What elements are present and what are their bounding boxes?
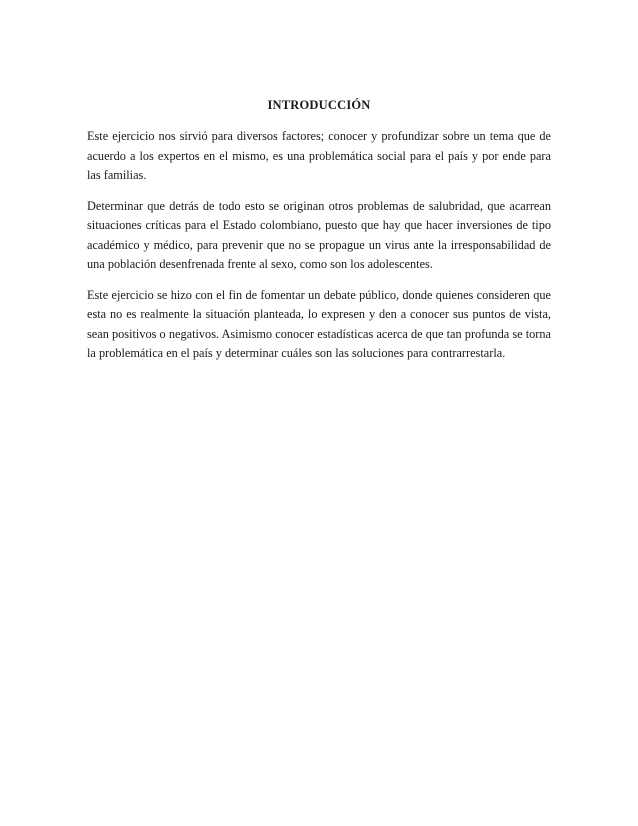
document-page	[87, 98, 551, 375]
document-title: INTRODUCCIÓN	[267, 98, 371, 112]
paragraph-3: Este ejercicio se hizo con el fin de fomentar un debate público, donde quienes consideren que esta no es realmente la situación planteada, lo expresen y den a conocer sus puntos de vista, sean positivos o negativos. Asimismo conocer estadísticas acerca de que tan profunda se torna la problemática en el país y determinar cuáles son las soluciones para contrarrestarla.	[87, 287, 551, 360]
paragraph-1: Este ejercicio nos sirvió para diversos factores; conocer y profundizar sobre un tema que de acuerdo a los expertos en el mismo, es una problemática social para el país y por ende para las familias.	[87, 129, 551, 182]
paragraph-2: Determinar que detrás de todo esto se originan otros problemas de salubridad, que acarrean situaciones críticas para el Estado colombiano, puesto que hay que hacer inversiones de tipo académico y médico, para prevenir que no se propague un virus ante la irresponsabilidad de una población desenfrenada frente al sexo, como son los adolescentes.	[87, 198, 551, 271]
